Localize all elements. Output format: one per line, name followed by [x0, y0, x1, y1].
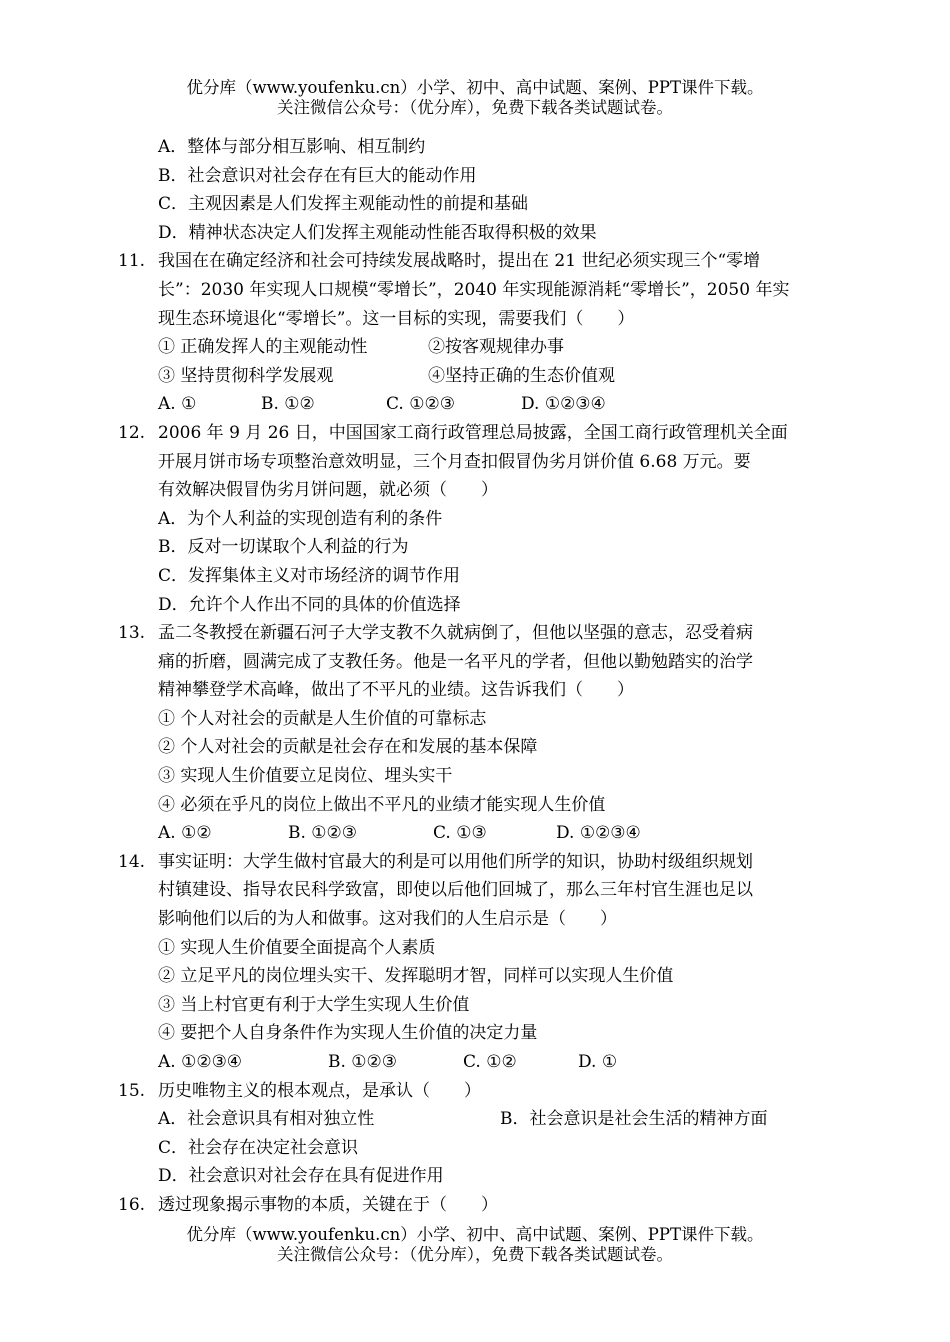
q11-item-4: ④坚持正确的生态价值观	[428, 365, 615, 386]
q12-option-b: B．反对一切谋取个人利益的行为	[158, 537, 409, 558]
q10-option-c: C．主观因素是人们发挥主观能动性的前提和基础	[158, 194, 529, 215]
q11-item-3: ③ 坚持贯彻科学发展观	[158, 365, 334, 386]
q14-stem-3: 影响他们以后的为人和做事。这对我们的人生启示是（ ）	[158, 909, 617, 930]
q11-items-row-1	[118, 333, 840, 362]
q15-option-a: A．社会意识具有相对独立性	[158, 1109, 375, 1130]
q11-choice-b: B. ①②	[261, 394, 315, 415]
q11-number: 11.	[118, 251, 146, 272]
q12-option-c: C．发挥集体主义对市场经济的调节作用	[158, 565, 461, 586]
page-footer	[0, 1225, 950, 1265]
q13-choice-b: B. ①②③	[288, 823, 358, 844]
q13-stem-3: 精神攀登学术高峰，做出了不平凡的业绩。这告诉我们（ ）	[158, 680, 634, 701]
q16-stem-line	[118, 1191, 840, 1220]
q11-stem-3: 现生态环境退化“零增长”。这一目标的实现，需要我们（ ）	[158, 308, 635, 329]
q12-stem-line	[118, 419, 840, 448]
q12-stem-1: 2006 年 9 月 26 日，中国国家工商行政管理总局披露，全国工商行政管理机关全面	[158, 422, 788, 443]
q14-item-1: ① 实现人生价值要全面提高个人素质	[158, 937, 436, 958]
q13-choice-c: C. ①③	[433, 823, 487, 844]
q13-stem-line	[118, 619, 840, 648]
q15-options-row-1	[118, 1105, 840, 1134]
q11-choice-c: C. ①②③	[386, 394, 455, 415]
q14-choice-c: C. ①②	[463, 1052, 517, 1072]
q11-stem-line	[118, 247, 840, 276]
q11-item-2: ②按客观规律办事	[428, 337, 564, 358]
q15-stem: 历史唯物主义的根本观点，是承认（ ）	[158, 1080, 481, 1101]
q12-option-d: D．允许个人作出不同的具体的价值选择	[158, 594, 461, 615]
q12-option-a: A．为个人利益的实现创造有利的条件	[158, 508, 443, 529]
q11-item-1: ① 正确发挥人的主观能动性	[158, 337, 368, 358]
q14-number: 14.	[118, 851, 146, 872]
q14-stem-2: 村镇建设、指导农民科学致富，即使以后他们回城了，那么三年村官生涯也足以	[158, 880, 753, 901]
q15-number: 15.	[118, 1080, 146, 1101]
q15-option-d: D．社会意识对社会存在具有促进作用	[158, 1166, 444, 1187]
q13-choice-d: D. ①②③④	[556, 823, 641, 844]
q13-item-3: ③ 实现人生价值要立足岗位、埋头实干	[158, 766, 453, 787]
footer-line-2: 关注微信公众号：（优分库），免费下载各类试题试卷。	[277, 1245, 673, 1264]
q14-choice-b: B. ①②③	[328, 1052, 398, 1072]
q13-item-2: ② 个人对社会的贡献是社会存在和发展的基本保障	[158, 737, 538, 758]
q14-item-2: ② 立足平凡的岗位埋头实干、发挥聪明才智，同样可以实现人生价值	[158, 966, 674, 987]
q12-stem-2: 开展月饼市场专项整治意效明显，三个月查扣假冒伪劣月饼价值 6.68 万元。要	[158, 451, 751, 472]
q10-option-a: A．整体与部分相互影响、相互制约	[158, 137, 426, 157]
question-content	[118, 133, 840, 1220]
q12-stem-3: 有效解决假冒伪劣月饼问题，就必须（ ）	[158, 480, 498, 501]
q13-item-1: ① 个人对社会的贡献是人生价值的可靠标志	[158, 708, 487, 729]
q16-number: 16.	[118, 1194, 146, 1215]
q11-choices	[118, 390, 840, 419]
q15-option-c: C．社会存在决定社会意识	[158, 1137, 359, 1158]
footer-line-1: 优分库（www.youfenku.cn）小学、初中、高中试题、案例、PPT课件下载。	[186, 1225, 764, 1244]
q13-choice-a: A. ①②	[158, 823, 212, 844]
page-header	[0, 78, 950, 118]
q11-stem-2: 长”：2030 年实现人口规模“零增长”，2040 年实现能源消耗“零增长”，2050 年实	[158, 279, 790, 300]
q14-stem-1: 事实证明：大学生做村官最大的利是可以用他们所学的知识，协助村级组织规划	[158, 851, 753, 872]
q10-option-b: B．社会意识对社会存在有巨大的能动作用	[158, 165, 477, 186]
q10-option-d: D．精神状态决定人们发挥主观能动性能否取得积极的效果	[158, 222, 597, 243]
q13-stem-1: 孟二冬教授在新疆石河子大学支教不久就病倒了，但他以坚强的意志，忍受着病	[158, 623, 753, 644]
q11-items-row-2	[118, 362, 840, 391]
q14-item-4: ④ 要把个人自身条件作为实现人生价值的决定力量	[158, 1023, 538, 1044]
q14-item-3: ③ 当上村官更有利于大学生实现人生价值	[158, 994, 470, 1015]
q12-number: 12.	[118, 422, 146, 443]
q16-stem: 透过现象揭示事物的本质，关键在于（ ）	[158, 1194, 498, 1215]
q15-stem-line	[118, 1077, 840, 1106]
q14-choices	[118, 1048, 840, 1077]
header-line-1: 优分库（www.youfenku.cn）小学、初中、高中试题、案例、PPT课件下载。	[186, 78, 764, 97]
q13-stem-2: 痛的折磨，圆满完成了支教任务。他是一名平凡的学者，但他以勤勉踏实的治学	[158, 651, 753, 672]
header-line-2: 关注微信公众号：（优分库），免费下载各类试题试卷。	[277, 98, 673, 117]
q13-item-4: ④ 必须在乎凡的岗位上做出不平凡的业绩才能实现人生价值	[158, 794, 606, 815]
q14-choice-a: A. ①②③④	[158, 1052, 243, 1072]
q13-choices	[118, 819, 840, 848]
q14-choice-d: D. ①	[578, 1052, 618, 1072]
q11-stem-1: 我国在在确定经济和社会可持续发展战略时，提出在 21 世纪必须实现三个“零增	[158, 251, 761, 272]
q11-choice-a: A. ①	[158, 394, 197, 415]
q14-stem-line	[118, 848, 840, 877]
q13-number: 13.	[118, 623, 146, 644]
q15-option-b: B．社会意识是社会生活的精神方面	[500, 1109, 768, 1130]
q11-choice-d: D. ①②③④	[521, 394, 606, 415]
